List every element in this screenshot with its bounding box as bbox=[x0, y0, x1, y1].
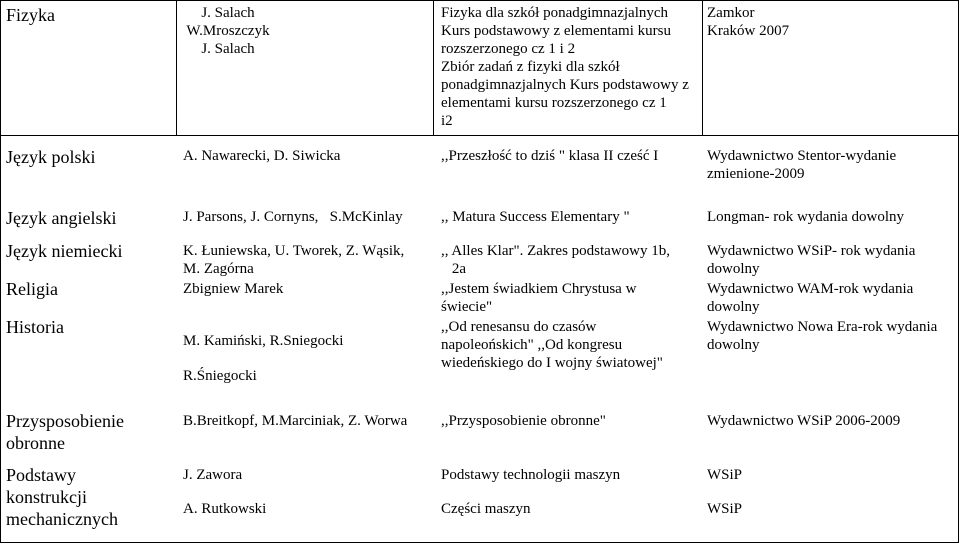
author-line: B.Breitkopf, M.Marciniak, Z. Worwa bbox=[183, 413, 408, 429]
publisher-line: dowolny bbox=[707, 337, 760, 353]
author-line: J. Parsons, J. Cornyns, S.McKinlay bbox=[183, 209, 403, 225]
author-line: A. Nawarecki, D. Siwicka bbox=[183, 148, 341, 164]
publisher-line: Wydawnictwo Nowa Era-rok wydania bbox=[707, 319, 938, 335]
author-line: M. Kamiński, R.Sniegocki bbox=[183, 333, 344, 349]
publisher-line: Zamkor bbox=[707, 5, 755, 21]
subject-cell: Język polski bbox=[6, 147, 96, 167]
column-divider bbox=[433, 0, 434, 135]
subject-cell: mechanicznych bbox=[6, 509, 118, 529]
publisher-line: dowolny bbox=[707, 299, 760, 315]
publisher-line: zmienione-2009 bbox=[707, 166, 805, 182]
title-line: ,,Jestem świadkiem Chrystusa w bbox=[441, 281, 637, 297]
subject-cell: obronne bbox=[6, 433, 65, 453]
subject-cell: Religia bbox=[6, 279, 58, 299]
author-line: Zbigniew Marek bbox=[183, 281, 284, 297]
author-line: K. Łuniewska, U. Tworek, Z. Wąsik, bbox=[183, 243, 405, 259]
author-line: A. Rutkowski bbox=[183, 501, 267, 517]
subject-cell: Język angielski bbox=[6, 208, 117, 228]
title-line: ponadgimnazjalnych Kurs podstawowy z bbox=[441, 77, 689, 93]
title-line: Zbiór zadań z fizyki dla szkół bbox=[441, 59, 620, 75]
title-line: ,,Przysposobienie obronne" bbox=[441, 413, 606, 429]
subject-cell: Język niemiecki bbox=[6, 241, 123, 261]
author-line: W.Mroszczyk bbox=[186, 23, 270, 39]
title-line: 2a bbox=[451, 261, 467, 277]
column-divider bbox=[176, 0, 177, 135]
author-line: J. Salach bbox=[201, 41, 255, 57]
title-line: i2 bbox=[441, 113, 453, 129]
publisher-line: Wydawnictwo Stentor-wydanie bbox=[707, 148, 897, 164]
title-line: Podstawy technologii maszyn bbox=[441, 467, 621, 483]
title-line: elementami kursu rozszerzonego cz 1 bbox=[441, 95, 667, 111]
subject-cell: Podstawy bbox=[6, 465, 77, 485]
subject-cell: Przysposobienie bbox=[6, 411, 124, 431]
title-line: Części maszyn bbox=[441, 501, 531, 517]
author-line: J. Salach bbox=[201, 5, 255, 21]
publisher-line: WSiP bbox=[707, 467, 743, 483]
publisher-line: dowolny bbox=[707, 261, 760, 277]
publisher-line: Wydawnictwo WSiP 2006-2009 bbox=[707, 413, 901, 429]
author-line: J. Zawora bbox=[183, 467, 243, 483]
title-line: napoleońskich" ,,Od kongresu bbox=[441, 337, 623, 353]
title-line: świecie" bbox=[441, 299, 493, 315]
title-line: ,, Matura Success Elementary " bbox=[441, 209, 630, 225]
publisher-line: Wydawnictwo WAM-rok wydania bbox=[707, 281, 914, 297]
title-line: Fizyka dla szkół ponadgimnazjalnych bbox=[441, 5, 669, 21]
title-line: Kurs podstawowy z elementami kursu bbox=[441, 23, 671, 39]
title-line: ,, Alles Klar". Zakres podstawowy 1b, bbox=[441, 243, 670, 259]
publisher-line: Wydawnictwo WSiP- rok wydania bbox=[707, 243, 916, 259]
table-border-top bbox=[0, 0, 959, 1]
publisher-line: Kraków 2007 bbox=[707, 23, 790, 39]
publisher-line: WSiP bbox=[707, 501, 743, 517]
row-divider bbox=[0, 135, 959, 136]
subject-cell: konstrukcji bbox=[6, 487, 87, 507]
author-line: M. Zagórna bbox=[183, 261, 254, 277]
title-line: rozszerzonego cz 1 i 2 bbox=[441, 41, 576, 57]
title-line: ,,Od renesansu do czasów bbox=[441, 319, 597, 335]
subject-cell: Historia bbox=[6, 317, 64, 337]
column-divider bbox=[702, 0, 703, 135]
title-line: wiedeńskiego do I wojny światowej" bbox=[441, 355, 663, 371]
title-line: ,,Przeszłość to dziś " klasa II cześć I bbox=[441, 148, 659, 164]
subject-cell: Fizyka bbox=[6, 5, 55, 25]
author-line: R.Śniegocki bbox=[183, 368, 257, 384]
publisher-line: Longman- rok wydania dowolny bbox=[707, 209, 905, 225]
table-border-left bbox=[0, 0, 1, 543]
